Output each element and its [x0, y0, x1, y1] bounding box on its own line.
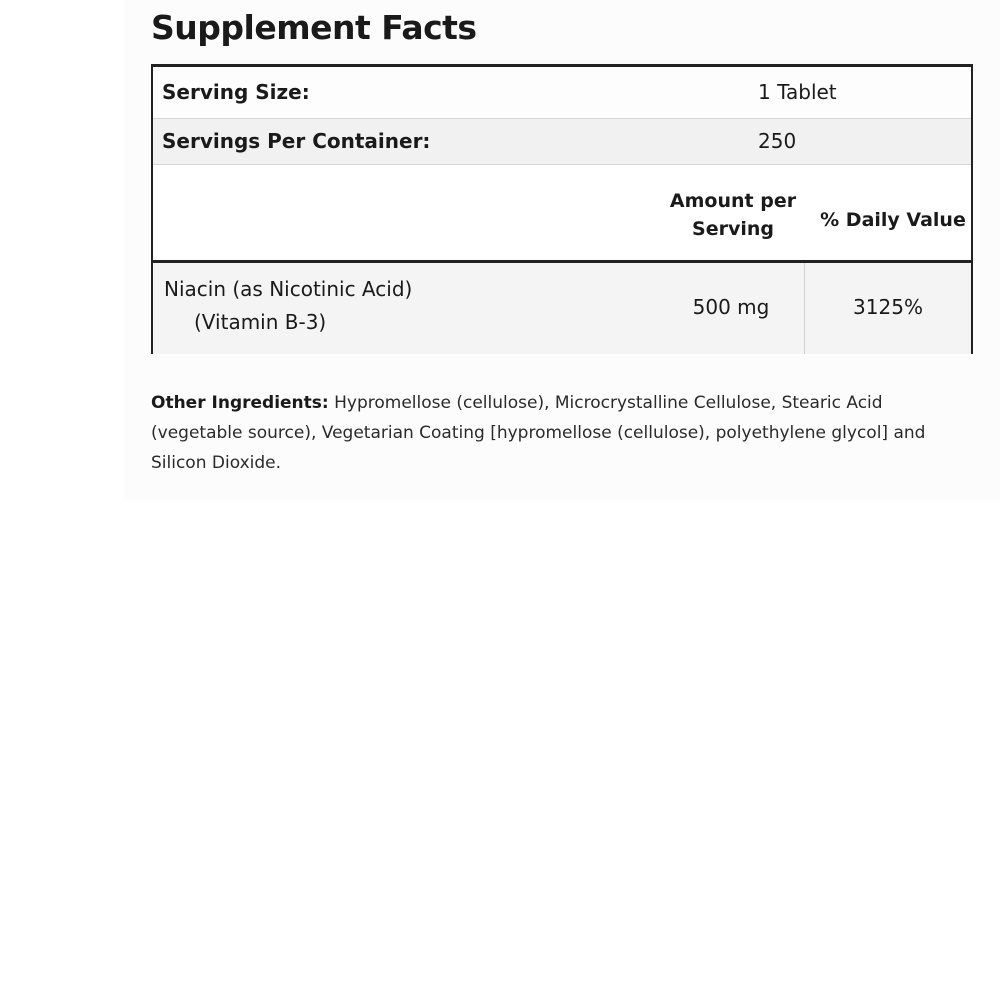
servings-per-container-label: Servings Per Container:: [162, 129, 431, 153]
nutrient-name: [164, 273, 412, 339]
other-ingredients-label: Other Ingredients:: [151, 393, 329, 413]
nutrient-amount: 500 mg: [692, 295, 770, 319]
amount-header-line2: Serving: [692, 218, 774, 240]
servings-per-container-row: [153, 119, 971, 165]
serving-size-value: 1 Tablet: [758, 80, 837, 104]
nutrient-row: [153, 263, 971, 354]
serving-size-row: [153, 67, 971, 119]
nutrient-name-sub: (Vitamin B-3): [194, 310, 327, 334]
column-header-row: [153, 165, 971, 263]
nutrient-name-main: Niacin (as Nicotinic Acid): [164, 277, 413, 301]
daily-value-header: % Daily Value: [820, 209, 966, 231]
servings-per-container-value: 250: [758, 129, 797, 153]
other-ingredients: [151, 388, 951, 478]
other-ingredients-text: Hypromellose (cellulose), Microcrystalline Cellulose, Stearic Acid (vegetable source), Vegetarian Coating [hypromellose (cellulose), polyethylene glycol] and Silicon Dioxide.: [151, 393, 926, 473]
amount-per-serving-header: [658, 187, 808, 243]
amount-header-line1: Amount per: [669, 190, 797, 212]
page-title: Supplement Facts: [151, 8, 477, 47]
nutrient-daily-value: 3125%: [853, 295, 923, 319]
serving-size-label: Serving Size:: [162, 80, 310, 104]
supplement-facts-table: [151, 64, 973, 354]
